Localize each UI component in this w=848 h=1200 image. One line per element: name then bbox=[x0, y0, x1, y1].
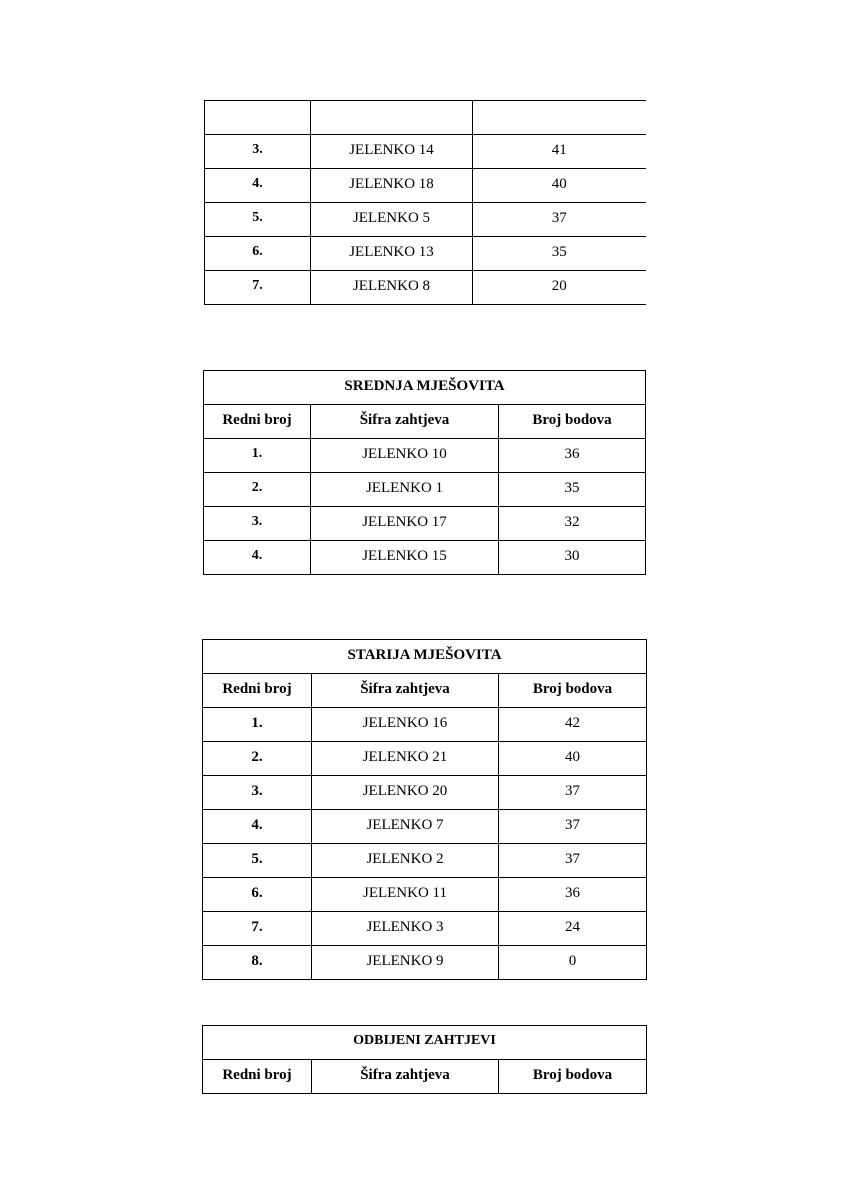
points: 42 bbox=[499, 708, 647, 742]
points: 37 bbox=[499, 776, 647, 810]
request-code: JELENKO 15 bbox=[311, 541, 499, 575]
request-code: JELENKO 10 bbox=[311, 439, 499, 473]
points: 37 bbox=[499, 844, 647, 878]
table-title: SREDNJA MJEŠOVITA bbox=[204, 371, 646, 405]
row-number: 6. bbox=[203, 878, 312, 912]
table-header-row bbox=[203, 1060, 647, 1094]
table-row-empty bbox=[205, 101, 646, 135]
row-number: 2. bbox=[204, 473, 311, 507]
request-code: JELENKO 9 bbox=[312, 946, 499, 980]
points: 20 bbox=[473, 271, 646, 305]
row-number: 7. bbox=[203, 912, 312, 946]
row-number: 5. bbox=[205, 203, 311, 237]
row-number: 3. bbox=[203, 776, 312, 810]
table-row bbox=[203, 708, 647, 742]
request-code: JELENKO 20 bbox=[312, 776, 499, 810]
table-row bbox=[204, 473, 646, 507]
table-title-row bbox=[204, 371, 646, 405]
table-row bbox=[203, 912, 647, 946]
header-redni-broj: Redni broj bbox=[203, 674, 312, 708]
header-broj-bodova: Broj bodova bbox=[499, 1060, 647, 1094]
header-sifra-zahtjeva: Šifra zahtjeva bbox=[311, 405, 499, 439]
results-table-continued bbox=[204, 100, 646, 305]
srednja-mjesovita-table bbox=[203, 370, 646, 575]
table-row bbox=[205, 237, 646, 271]
table-row bbox=[204, 541, 646, 575]
row-number: 1. bbox=[203, 708, 312, 742]
table-row bbox=[205, 203, 646, 237]
row-number: 5. bbox=[203, 844, 312, 878]
table-row bbox=[203, 844, 647, 878]
row-number: 4. bbox=[203, 810, 312, 844]
table-title-row bbox=[203, 640, 647, 674]
points: 40 bbox=[499, 742, 647, 776]
table-row bbox=[204, 439, 646, 473]
row-number: 8. bbox=[203, 946, 312, 980]
table-title-row bbox=[203, 1026, 647, 1060]
table-row bbox=[205, 169, 646, 203]
request-code: JELENKO 21 bbox=[312, 742, 499, 776]
request-code: JELENKO 2 bbox=[312, 844, 499, 878]
header-sifra-zahtjeva: Šifra zahtjeva bbox=[312, 1060, 499, 1094]
request-code: JELENKO 8 bbox=[311, 271, 473, 305]
table-title: ODBIJENI ZAHTJEVI bbox=[203, 1026, 647, 1060]
row-number: 7. bbox=[205, 271, 311, 305]
table-row bbox=[203, 742, 647, 776]
row-number: 1. bbox=[204, 439, 311, 473]
request-code: JELENKO 18 bbox=[311, 169, 473, 203]
request-code: JELENKO 14 bbox=[311, 135, 473, 169]
header-redni-broj: Redni broj bbox=[203, 1060, 312, 1094]
table-header-row bbox=[204, 405, 646, 439]
table-row bbox=[203, 776, 647, 810]
request-code: JELENKO 7 bbox=[312, 810, 499, 844]
points: 37 bbox=[473, 203, 646, 237]
table-header-row bbox=[203, 674, 647, 708]
row-number: 3. bbox=[204, 507, 311, 541]
request-code: JELENKO 1 bbox=[311, 473, 499, 507]
points: 32 bbox=[499, 507, 646, 541]
points: 40 bbox=[473, 169, 646, 203]
points: 35 bbox=[499, 473, 646, 507]
request-code: JELENKO 3 bbox=[312, 912, 499, 946]
points: 37 bbox=[499, 810, 647, 844]
table-row bbox=[203, 810, 647, 844]
row-number: 6. bbox=[205, 237, 311, 271]
table-row bbox=[203, 946, 647, 980]
points: 30 bbox=[499, 541, 646, 575]
request-code: JELENKO 16 bbox=[312, 708, 499, 742]
table-row bbox=[204, 507, 646, 541]
points: 36 bbox=[499, 878, 647, 912]
points: 35 bbox=[473, 237, 646, 271]
request-code: JELENKO 11 bbox=[312, 878, 499, 912]
points: 24 bbox=[499, 912, 647, 946]
odbijeni-zahtjevi-table bbox=[202, 1025, 647, 1094]
starija-mjesovita-table bbox=[202, 639, 647, 980]
table-row bbox=[205, 135, 646, 169]
request-code: JELENKO 5 bbox=[311, 203, 473, 237]
request-code: JELENKO 17 bbox=[311, 507, 499, 541]
row-number: 4. bbox=[204, 541, 311, 575]
table-row bbox=[205, 271, 646, 305]
table-row bbox=[203, 878, 647, 912]
row-number: 4. bbox=[205, 169, 311, 203]
row-number: 2. bbox=[203, 742, 312, 776]
points: 0 bbox=[499, 946, 647, 980]
row-number: 3. bbox=[205, 135, 311, 169]
points: 36 bbox=[499, 439, 646, 473]
request-code: JELENKO 13 bbox=[311, 237, 473, 271]
header-broj-bodova: Broj bodova bbox=[499, 674, 647, 708]
points: 41 bbox=[473, 135, 646, 169]
header-broj-bodova: Broj bodova bbox=[499, 405, 646, 439]
table-title: STARIJA MJEŠOVITA bbox=[203, 640, 647, 674]
header-sifra-zahtjeva: Šifra zahtjeva bbox=[312, 674, 499, 708]
header-redni-broj: Redni broj bbox=[204, 405, 311, 439]
